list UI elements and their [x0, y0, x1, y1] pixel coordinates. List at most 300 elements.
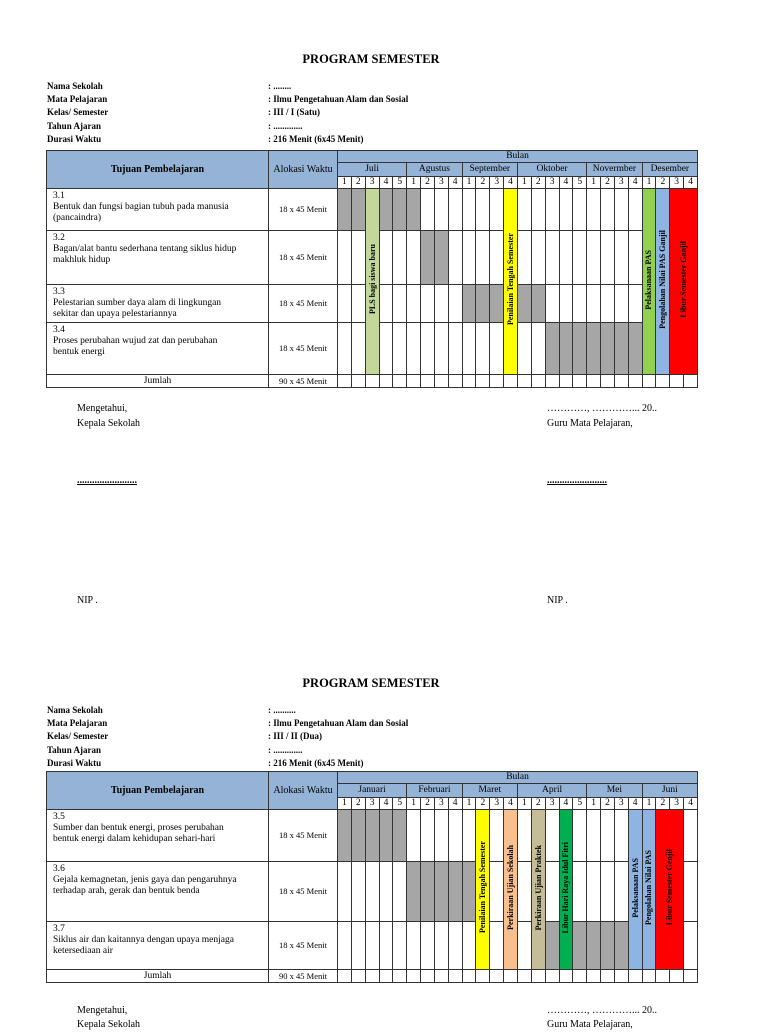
week-cell	[587, 375, 601, 388]
week-cell	[601, 323, 615, 375]
week-cell	[462, 810, 476, 862]
week-cell	[393, 285, 407, 323]
week-cell	[434, 922, 448, 970]
objective-number: 3.4	[53, 325, 65, 335]
week-cell	[614, 810, 628, 862]
week-cell	[365, 862, 379, 922]
week-cell	[338, 810, 352, 862]
info-row	[47, 757, 568, 770]
week-cell	[614, 189, 628, 231]
week-cell	[393, 375, 407, 388]
week-cell	[573, 189, 587, 231]
week-cell	[517, 375, 531, 388]
week-cell	[517, 970, 531, 983]
week-cell	[448, 810, 462, 862]
month-header: September	[462, 163, 517, 177]
objective-cell	[47, 323, 269, 375]
event-column	[559, 810, 573, 970]
week-cell	[614, 231, 628, 285]
week-cell	[476, 375, 490, 388]
week-cell	[684, 862, 698, 922]
week-cell	[434, 285, 448, 323]
week-cell	[628, 285, 642, 323]
week-cell	[379, 862, 393, 922]
week-cell	[614, 862, 628, 922]
info-block-semester-2	[47, 704, 568, 770]
week-number: 2	[476, 177, 490, 189]
info-value: : Ilmu Pengetahuan Alam dan Sosial	[268, 94, 409, 105]
week-cell	[351, 285, 365, 323]
info-label: Mata Pelajaran	[47, 718, 108, 729]
info-block-semester-1	[47, 80, 568, 146]
week-cell	[587, 285, 601, 323]
month-header: Agustus	[407, 163, 462, 177]
week-number: 4	[684, 798, 698, 810]
week-number: 2	[351, 177, 365, 189]
week-cell	[545, 375, 559, 388]
week-cell	[338, 285, 352, 323]
week-cell	[614, 285, 628, 323]
info-row	[47, 106, 568, 119]
week-cell	[587, 970, 601, 983]
allocation-cell: 18 x 45 Menit	[269, 810, 338, 862]
week-cell	[628, 323, 642, 375]
week-cell	[407, 285, 421, 323]
week-cell	[642, 970, 656, 983]
week-cell	[421, 323, 435, 375]
week-cell	[656, 970, 670, 983]
week-number: 3	[670, 798, 684, 810]
info-value: : 216 Menit (6x45 Menit)	[268, 757, 364, 768]
week-cell	[490, 970, 504, 983]
objective-row	[47, 922, 698, 970]
week-cell	[587, 323, 601, 375]
week-cell	[559, 285, 573, 323]
week-cell	[642, 375, 656, 388]
week-number: 1	[338, 177, 352, 189]
week-cell	[670, 375, 684, 388]
week-cell	[462, 231, 476, 285]
principal-label: Kepala Sekolah	[77, 418, 141, 429]
month-header: Juni	[642, 784, 698, 798]
week-number: 2	[601, 177, 615, 189]
week-cell	[476, 189, 490, 231]
info-label: Nama Sekolah	[47, 81, 103, 91]
allocation-cell: 18 x 45 Menit	[269, 189, 338, 231]
week-cell	[434, 231, 448, 285]
week-cell	[421, 285, 435, 323]
week-cell	[517, 231, 531, 285]
week-cell	[407, 189, 421, 231]
week-cell	[421, 862, 435, 922]
week-number: 3	[545, 177, 559, 189]
header-objective: Tujuan Pembelajaran	[47, 772, 269, 810]
teacher-signature-line: ........................	[547, 475, 607, 486]
week-cell	[573, 231, 587, 285]
week-cell	[393, 810, 407, 862]
week-cell	[573, 375, 587, 388]
objective-number: 3.3	[53, 287, 65, 297]
total-label: Jumlah	[47, 375, 269, 388]
event-column	[365, 189, 379, 375]
week-number: 1	[642, 177, 656, 189]
week-cell	[338, 375, 352, 388]
info-row	[47, 704, 568, 717]
week-number: 2	[421, 177, 435, 189]
week-number: 2	[351, 798, 365, 810]
week-cell	[448, 970, 462, 983]
week-cell	[462, 189, 476, 231]
month-header: April	[517, 784, 586, 798]
week-cell	[587, 862, 601, 922]
allocation-cell: 18 x 45 Menit	[269, 862, 338, 922]
week-number: 4	[684, 177, 698, 189]
week-cell	[393, 862, 407, 922]
principal-label-2: Kepala Sekolah	[77, 1019, 141, 1030]
week-cell	[407, 810, 421, 862]
week-cell	[545, 970, 559, 983]
month-header: Desember	[642, 163, 698, 177]
week-number: 5	[393, 798, 407, 810]
header-month: Bulan	[338, 151, 698, 163]
total-label: Jumlah	[47, 970, 269, 983]
info-row	[47, 80, 568, 93]
event-column	[504, 189, 518, 375]
week-cell	[490, 285, 504, 323]
week-cell	[517, 323, 531, 375]
week-cell	[504, 970, 518, 983]
objective-text: Siklus air dan kaitannya dengan upaya menjaga ketersediaan air	[53, 935, 234, 956]
week-number: 4	[628, 798, 642, 810]
week-number: 1	[587, 177, 601, 189]
acknowledgement-label-2: Mengetahui,	[77, 1005, 128, 1016]
week-cell	[351, 375, 365, 388]
week-number: 3	[365, 798, 379, 810]
week-cell	[545, 810, 559, 862]
header-objective: Tujuan Pembelajaran	[47, 151, 269, 189]
week-cell	[448, 862, 462, 922]
week-number: 3	[434, 177, 448, 189]
event-label: Pelaksanaan PAS	[644, 249, 654, 310]
week-cell	[573, 323, 587, 375]
week-cell	[379, 189, 393, 231]
week-cell	[517, 810, 531, 862]
week-cell	[434, 189, 448, 231]
week-cell	[614, 375, 628, 388]
week-cell	[545, 862, 559, 922]
objective-cell	[47, 862, 269, 922]
week-cell	[338, 862, 352, 922]
week-number: 2	[531, 177, 545, 189]
objective-number: 3.7	[53, 924, 65, 934]
week-cell	[559, 375, 573, 388]
week-cell	[407, 231, 421, 285]
week-number: 4	[448, 177, 462, 189]
week-cell	[379, 810, 393, 862]
page-title-semester-1: PROGRAM SEMESTER	[302, 52, 440, 66]
week-cell	[559, 189, 573, 231]
week-cell	[684, 375, 698, 388]
week-cell	[462, 375, 476, 388]
total-allocation: 90 x 45 Menit	[269, 970, 338, 983]
objective-text: Sumber dan bentuk energi, proses perubahan bentuk energi dalam kehidupan sehari-hari	[53, 823, 224, 844]
week-cell	[490, 189, 504, 231]
page-title-semester-2: PROGRAM SEMESTER	[302, 676, 440, 690]
info-value: : .............	[268, 744, 303, 755]
info-row	[47, 717, 568, 730]
week-number: 4	[559, 177, 573, 189]
week-cell	[421, 189, 435, 231]
week-cell	[351, 231, 365, 285]
objective-cell	[47, 810, 269, 862]
week-cell	[338, 189, 352, 231]
week-cell	[559, 323, 573, 375]
info-row	[47, 744, 568, 757]
objective-number: 3.1	[53, 191, 65, 201]
principal-signature-line: ........................	[77, 475, 137, 486]
week-number: 3	[614, 798, 628, 810]
week-cell	[448, 231, 462, 285]
month-header: Oktober	[517, 163, 586, 177]
week-cell	[628, 375, 642, 388]
week-cell	[628, 970, 642, 983]
header-allocation: Alokasi Waktu	[269, 151, 338, 189]
week-cell	[490, 323, 504, 375]
week-number: 4	[559, 798, 573, 810]
info-value: : III / II (Dua)	[268, 731, 323, 742]
week-cell	[351, 970, 365, 983]
week-number: 3	[490, 798, 504, 810]
header-month: Bulan	[338, 772, 698, 784]
week-cell	[421, 810, 435, 862]
info-label: Kelas/ Semester	[47, 107, 109, 118]
week-cell	[601, 862, 615, 922]
week-number: 4	[448, 798, 462, 810]
week-cell	[531, 231, 545, 285]
week-cell	[614, 922, 628, 970]
week-number: 2	[531, 798, 545, 810]
objective-cell	[47, 189, 269, 231]
week-cell	[407, 970, 421, 983]
week-cell	[448, 375, 462, 388]
week-cell	[531, 375, 545, 388]
event-label: Pelaksanaan PAS	[630, 857, 640, 918]
event-label: Pengolahan Nilai PAS Ganjil	[658, 230, 668, 329]
event-column	[656, 810, 684, 970]
week-cell	[573, 970, 587, 983]
allocation-cell: 18 x 45 Menit	[269, 285, 338, 323]
week-cell	[628, 231, 642, 285]
week-cell	[393, 323, 407, 375]
event-column	[642, 189, 656, 375]
week-cell	[490, 375, 504, 388]
info-row	[47, 730, 568, 743]
info-value: : ..........	[268, 705, 296, 715]
week-number: 4	[379, 798, 393, 810]
objective-cell	[47, 922, 269, 970]
week-cell	[545, 285, 559, 323]
week-cell	[365, 810, 379, 862]
week-cell	[407, 323, 421, 375]
week-cell	[601, 285, 615, 323]
event-label: Perkiraan Ujian Praktek	[533, 844, 543, 931]
week-number: 5	[393, 177, 407, 189]
week-cell	[573, 810, 587, 862]
week-number: 2	[421, 798, 435, 810]
week-cell	[559, 231, 573, 285]
week-number: 1	[642, 798, 656, 810]
week-cell	[434, 862, 448, 922]
week-number: 4	[628, 177, 642, 189]
week-cell	[587, 231, 601, 285]
week-cell	[545, 231, 559, 285]
week-number: 1	[338, 798, 352, 810]
info-value: : ........	[268, 81, 292, 91]
week-cell	[559, 970, 573, 983]
allocation-cell: 18 x 45 Menit	[269, 323, 338, 375]
month-header: Februari	[407, 784, 462, 798]
objective-text: Bentuk dan fungsi bagian tubuh pada manusia (pancaindra)	[53, 202, 229, 223]
week-cell	[531, 285, 545, 323]
week-number: 1	[462, 798, 476, 810]
week-cell	[531, 189, 545, 231]
week-cell	[407, 922, 421, 970]
week-cell	[434, 970, 448, 983]
week-number: 3	[490, 177, 504, 189]
week-cell	[434, 375, 448, 388]
week-cell	[517, 922, 531, 970]
objective-row	[47, 810, 698, 862]
objective-text: Bagan/alat bantu sederhana tentang siklus hidup makhluk hidup	[53, 244, 237, 265]
week-cell	[448, 189, 462, 231]
schedule-table-semester-2	[46, 771, 698, 983]
week-cell	[434, 323, 448, 375]
week-cell	[601, 375, 615, 388]
objective-cell	[47, 231, 269, 285]
week-cell	[379, 970, 393, 983]
acknowledgement-label: Mengetahui,	[77, 403, 128, 414]
week-cell	[684, 970, 698, 983]
week-cell	[545, 323, 559, 375]
week-cell	[490, 231, 504, 285]
week-cell	[365, 970, 379, 983]
objective-row	[47, 189, 698, 231]
week-cell	[601, 810, 615, 862]
week-cell	[338, 231, 352, 285]
week-number: 1	[462, 177, 476, 189]
week-cell	[393, 970, 407, 983]
header-allocation: Alokasi Waktu	[269, 772, 338, 810]
week-cell	[407, 862, 421, 922]
week-cell	[393, 231, 407, 285]
week-number: 1	[517, 177, 531, 189]
event-label: Perkiraan Ujian Sekolah	[506, 845, 516, 930]
place-date-line-2: …………, …………... 20..	[547, 1005, 657, 1016]
event-column	[531, 810, 545, 970]
week-number: 3	[434, 798, 448, 810]
week-cell	[490, 922, 504, 970]
month-header: Maret	[462, 784, 517, 798]
info-value: : 216 Menit (6x45 Menit)	[268, 133, 364, 144]
month-header: Novermber	[587, 163, 642, 177]
week-cell	[462, 862, 476, 922]
week-cell	[476, 970, 490, 983]
week-number: 3	[545, 798, 559, 810]
week-number: 1	[587, 798, 601, 810]
week-cell	[421, 922, 435, 970]
week-cell	[448, 285, 462, 323]
event-label: Pengolahan Nilai PAS	[644, 850, 654, 925]
event-label: Libur Semester Ganjil	[679, 241, 689, 318]
week-number: 5	[573, 177, 587, 189]
week-cell	[684, 922, 698, 970]
month-header: Juli	[338, 163, 407, 177]
place-date-line: …………, …………... 20..	[547, 403, 657, 414]
week-cell	[517, 862, 531, 922]
week-cell	[656, 375, 670, 388]
event-label: Libur Semester Genjil	[665, 849, 675, 926]
objective-cell	[47, 285, 269, 323]
week-cell	[351, 862, 365, 922]
week-number: 2	[601, 798, 615, 810]
objective-text: Proses perubahan wujud zat dan perubahan bentuk energi	[53, 336, 218, 357]
week-cell	[601, 231, 615, 285]
week-cell	[421, 970, 435, 983]
principal-nip: NIP .	[77, 595, 98, 606]
week-cell	[434, 810, 448, 862]
teacher-label-2: Guru Mata Pelajaran,	[547, 1019, 633, 1030]
week-cell	[573, 285, 587, 323]
objective-number: 3.6	[53, 864, 65, 874]
week-number: 2	[656, 798, 670, 810]
week-cell	[379, 323, 393, 375]
info-row	[47, 133, 568, 146]
event-column	[476, 810, 490, 970]
week-cell	[421, 375, 435, 388]
info-row	[47, 120, 568, 133]
week-cell	[338, 323, 352, 375]
week-cell	[379, 375, 393, 388]
month-header: Mei	[587, 784, 642, 798]
info-label: Tahun Ajaran	[47, 120, 101, 131]
week-cell	[351, 189, 365, 231]
week-cell	[628, 189, 642, 231]
info-value: : III / I (Satu)	[268, 107, 321, 118]
week-cell	[587, 922, 601, 970]
week-number: 4	[504, 177, 518, 189]
week-cell	[670, 970, 684, 983]
week-cell	[517, 189, 531, 231]
week-cell	[462, 323, 476, 375]
week-cell	[601, 922, 615, 970]
objective-text: Pelestarian sumber daya alam di lingkungan sekitar dan upaya pelestariannya	[53, 298, 222, 319]
week-cell	[462, 970, 476, 983]
teacher-nip: NIP .	[547, 595, 568, 606]
week-cell	[601, 970, 615, 983]
week-cell	[587, 810, 601, 862]
info-label: Durasi Waktu	[47, 757, 102, 768]
week-cell	[476, 285, 490, 323]
week-cell	[421, 231, 435, 285]
week-cell	[462, 922, 476, 970]
week-cell	[365, 922, 379, 970]
allocation-cell: 18 x 45 Menit	[269, 231, 338, 285]
week-cell	[393, 189, 407, 231]
event-column	[504, 810, 518, 970]
week-cell	[504, 375, 518, 388]
schedule-table-semester-1	[46, 150, 698, 388]
week-cell	[573, 862, 587, 922]
